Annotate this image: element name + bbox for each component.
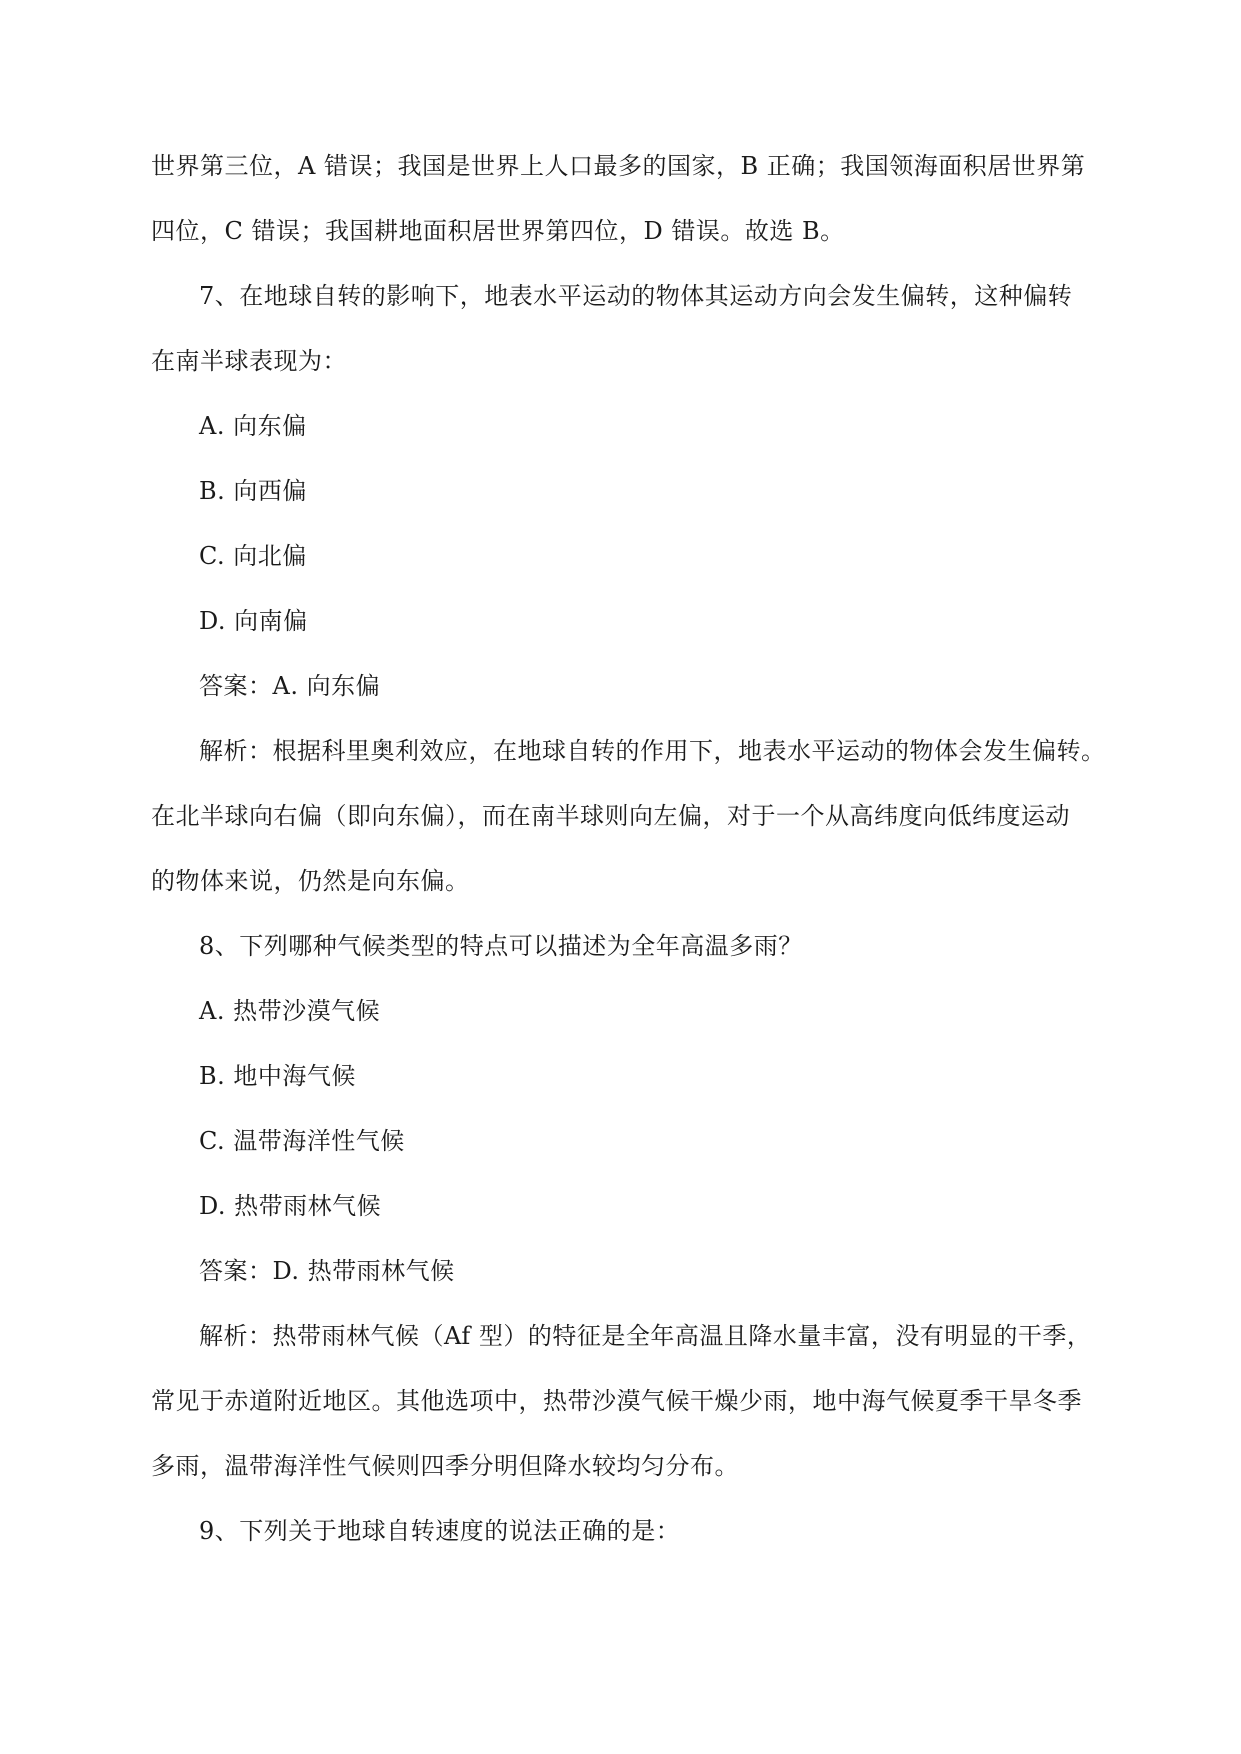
text-line: 世界第三位，A 错误；我国是世界上人口最多的国家，B 正确；我国领海面积居世界第 (151, 152, 1086, 180)
option-b: B. 向西偏 (199, 477, 307, 505)
text-line: 在南半球表现为： (151, 347, 347, 375)
option-b: B. 地中海气候 (199, 1062, 356, 1090)
text-line: 的物体来说，仍然是向东偏。 (151, 867, 470, 895)
analysis-8: 解析：热带雨林气候（Af 型）的特征是全年高温且降水量丰富，没有明显的干季， (199, 1322, 1092, 1350)
question-9: 9、下列关于地球自转速度的说法正确的是： (199, 1517, 681, 1545)
option-a: A. 热带沙漠气候 (199, 997, 381, 1025)
option-d: D. 热带雨林气候 (199, 1192, 382, 1220)
text-line: 四位，C 错误；我国耕地面积居世界第四位，D 错误。故选 B。 (151, 217, 845, 245)
answer-7: 答案：A. 向东偏 (199, 672, 381, 700)
question-8: 8、下列哪种气候类型的特点可以描述为全年高温多雨？ (199, 932, 803, 960)
option-a: A. 向东偏 (199, 412, 307, 440)
option-c: C. 温带海洋性气候 (199, 1127, 405, 1155)
text-line: 多雨，温带海洋性气候则四季分明但降水较均匀分布。 (151, 1452, 739, 1480)
question-7: 7、在地球自转的影响下，地表水平运动的物体其运动方向会发生偏转，这种偏转 (199, 282, 1073, 310)
option-c: C. 向北偏 (199, 542, 307, 570)
option-d: D. 向南偏 (199, 607, 308, 635)
text-line: 常见于赤道附近地区。其他选项中，热带沙漠气候干燥少雨，地中海气候夏季干旱冬季 (151, 1387, 1082, 1415)
analysis-7: 解析：根据科里奥利效应，在地球自转的作用下，地表水平运动的物体会发生偏转。 (199, 737, 1106, 765)
text-line: 在北半球向右偏（即向东偏），而在南半球则向左偏，对于一个从高纬度向低纬度运动 (151, 802, 1070, 830)
answer-8: 答案：D. 热带雨林气候 (199, 1257, 455, 1285)
